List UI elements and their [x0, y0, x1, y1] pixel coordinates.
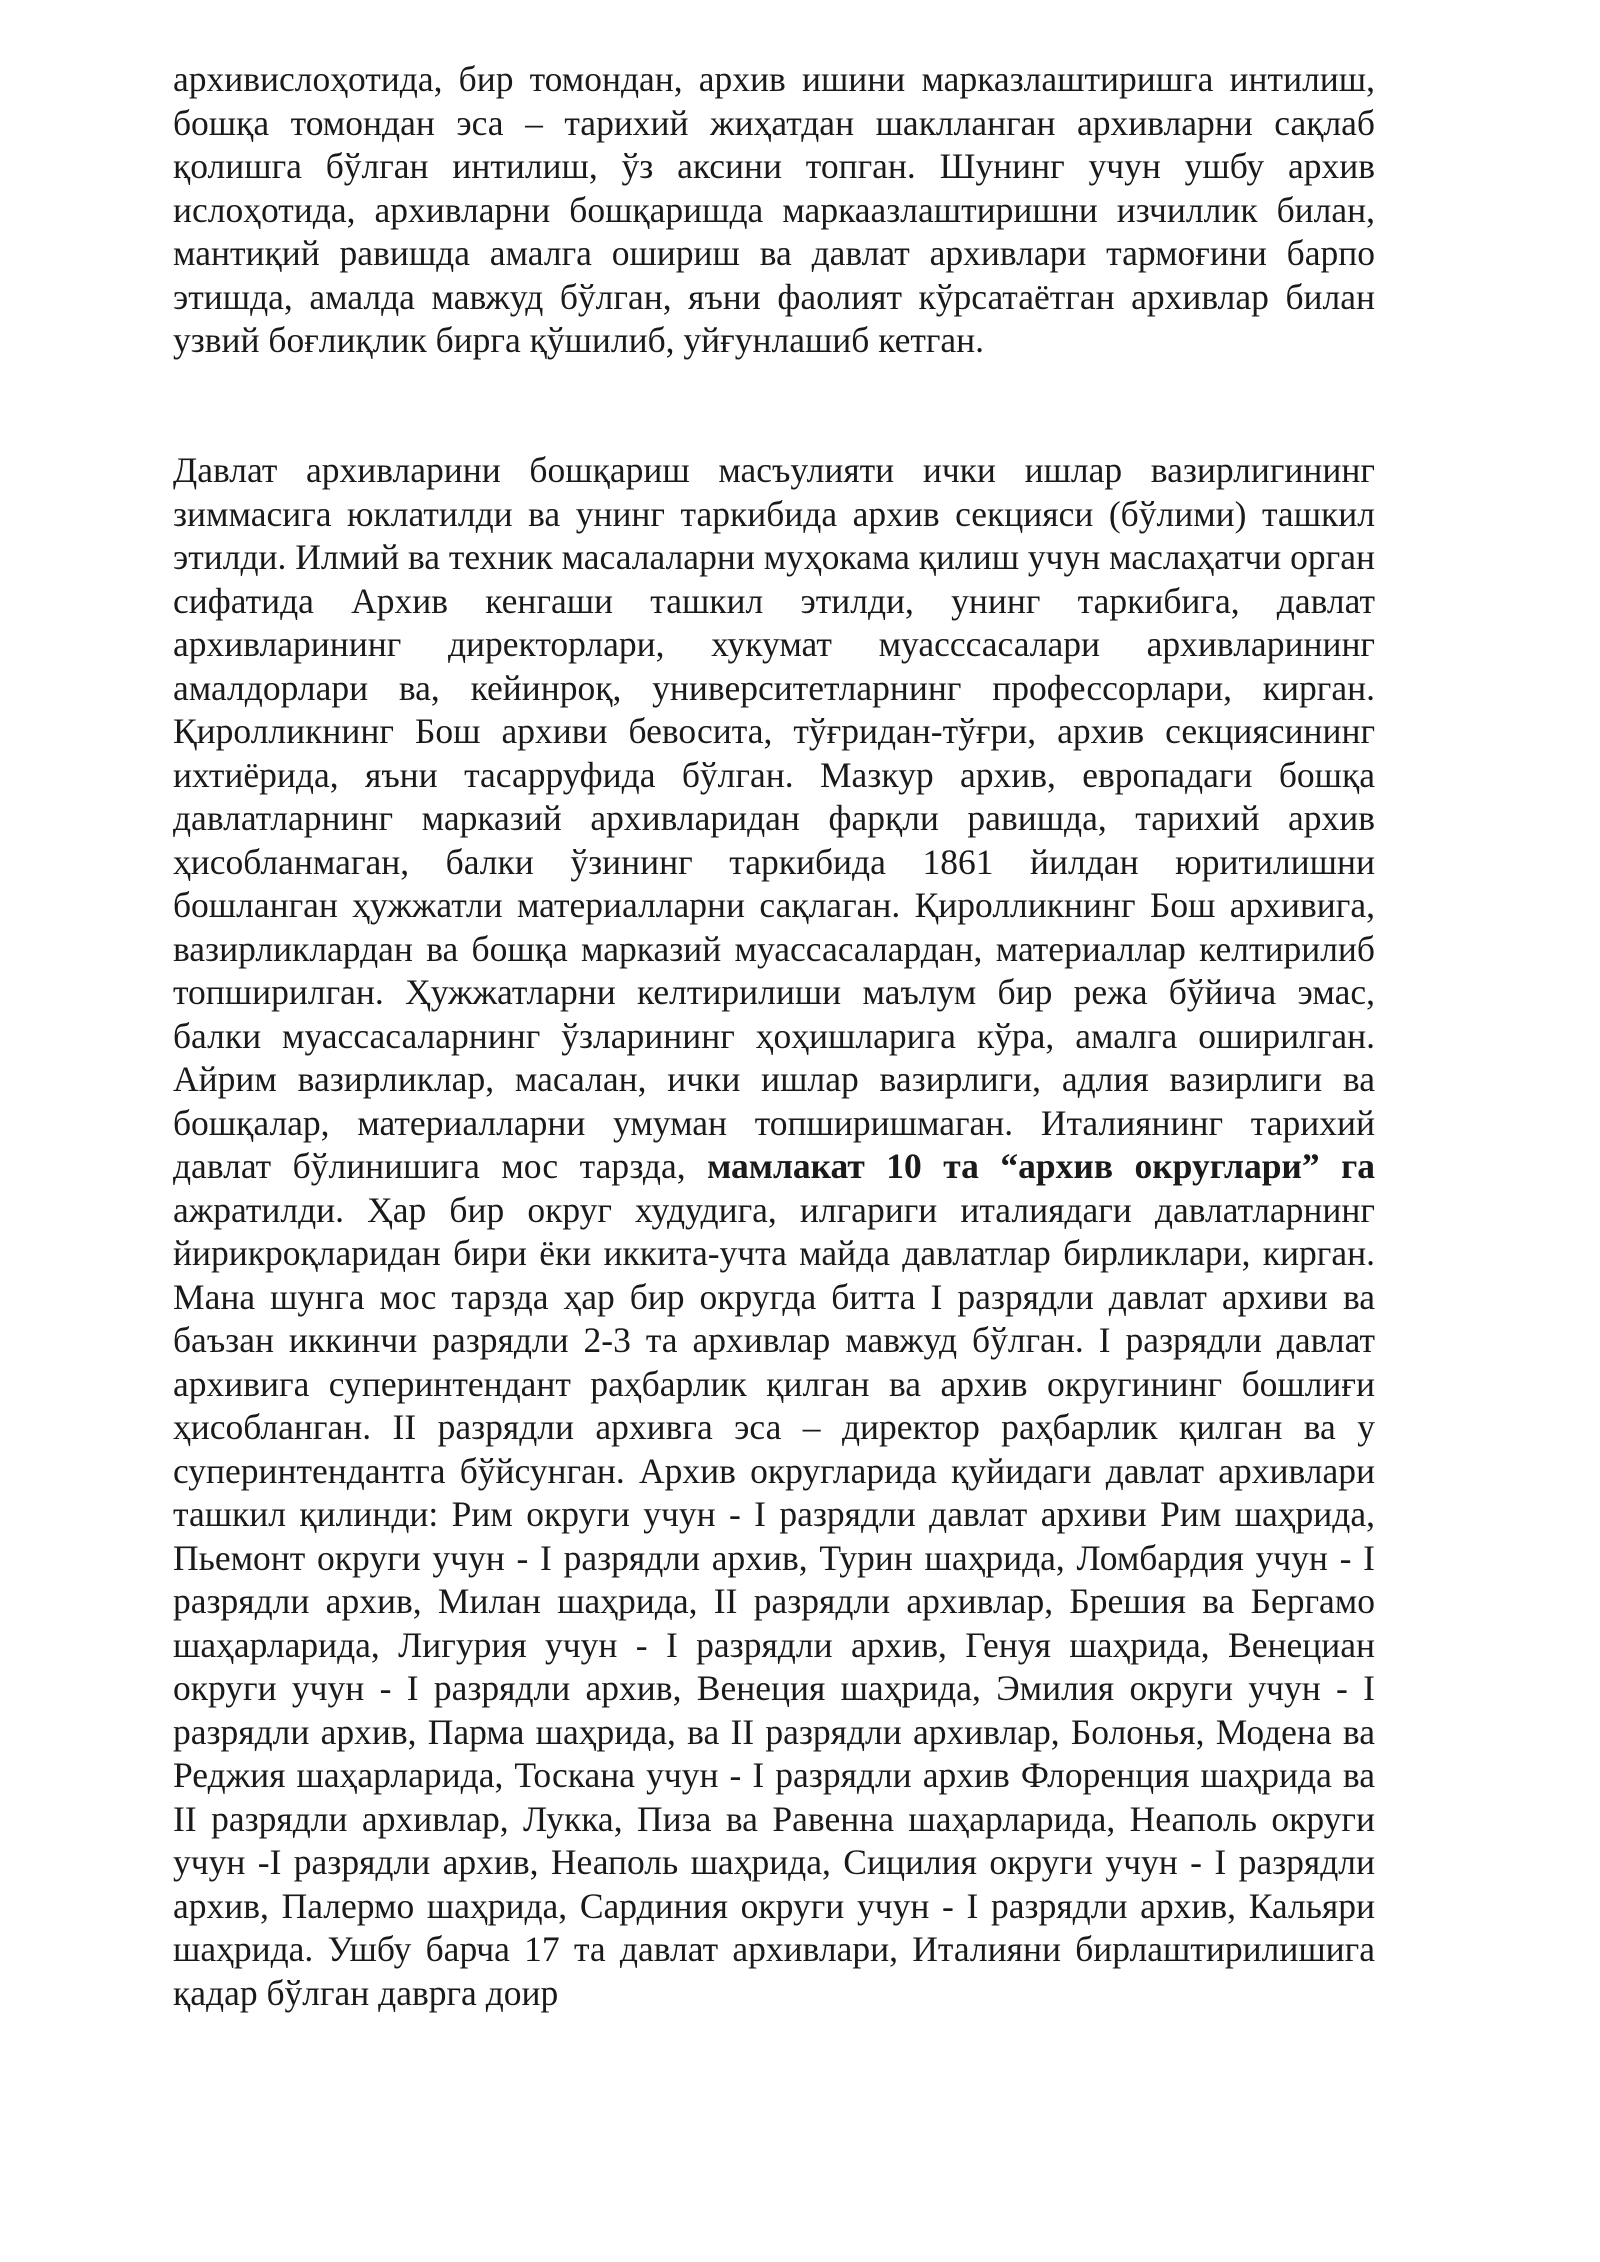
paragraph-2-text — [173, 449, 1375, 2015]
paragraph-2-text-start: Давлат архивларини бошқариш масъулияти ички ишлар вазирлигининг зиммасига юклатилди ва унинг таркибида архив секцияси (бўлими) ташкил этилди. Илмий ва техник масалаларни муҳокама қилиш учун маслаҳатчи орган сифатида Архив кенгаши ташкил этилди, унинг таркибига, давлат архивларининг директорлари, хукумат муасссасалари архивларининг амалдорлари ва, кейинроқ, университетларнинг профессорлари, кирган. Қиролликнинг Бош архиви бевосита, тўғридан-тўғри, архив секциясининг ихтиёрида, яъни тасарруфида бўлган. Мазкур архив, европадаги бошқа давлатларнинг марказий архивларидан фарқли равишда, тарихий архив ҳисобланмаган, балки ўзининг таркибида 1861 йилдан юритилишни бошланган ҳужжатли материалларни сақлаган. Қиролликнинг Бош архивига, вазирликлардан ва бошқа марказий муассасалардан, материаллар келтирилиб топширилган. Ҳужжатларни келтирилиши маълум бир режа бўйича эмас, балки муассасаларнинг ўзларининг ҳоҳишларига кўра, амалга оширилган. Айрим вазирликлар, масалан, ички ишлар вазирлиги, адлия вазирлиги ва бошқалар, материалларни умуман топширишмаган. Италиянинг тарихий давлат бўлинишига мос тарзда, — [173, 450, 1375, 1186]
paragraph-2-text-end: ажратилди. Ҳар бир округ худудига, илгариги италиядаги давлатларнинг йирикроқларидан бири ёки иккита-учта майда давлатлар бирликлари, кирган. Мана шунга мос тарзда ҳар бир округда битта I разрядли давлат архиви ва баъзан иккинчи разрядли 2-3 та архивлар мавжуд бўлган. I разрядли давлат архивига суперинтендант раҳбарлик қилган ва архив округининг бошлиғи ҳисобланган. II разрядли архивга эса – директор раҳбарлик қилган ва у суперинтендантга бўйсунган. Архив округларида қуйидаги давлат архивлари ташкил қилинди: Рим округи учун - I разрядли давлат архиви Рим шаҳрида, Пьемонт округи учун - I разрядли архив, Турин шаҳрида, Ломбардия учун - I разрядли архив, Милан шаҳрида, II разрядли архивлар, Брешия ва Бергамо шаҳарларида, Лигурия учун - I разрядли архив, Генуя шаҳрида, Венециан округи учун - I разрядли архив, Венеция шаҳрида, Эмилия округи учун - I разрядли архив, Парма шаҳрида, ва II разрядли архивлар, Болонья, Модена ва Реджия шаҳарларида, Тоскана учун - I разрядли архив Флоренция шаҳрида ва II разрядли архивлар, Лукка, Пиза ва Равенна шаҳарларида, Неаполь округи учун -I разрядли архив, Неаполь шаҳрида, Сицилия округи учун - I разрядли архив, Палермо шаҳрида, Сардиния округи учун - I разрядли архив, Кальяри шаҳрида. Ушбу барча 17 та давлат архивлари, Италияни бирлаштирилишига қадар бўлган даврга доир — [173, 1189, 1375, 2013]
paragraph-1 — [173, 58, 1375, 363]
paragraph-1-text: архивислоҳотида, бир томондан, архив ишини марказлаштиришга интилиш, бошқа томондан эса – тарихий жиҳатдан шаклланган архивларни сақлаб қолишга бўлган интилиш, ўз аксини топган. Шунинг учун ушбу архив ислоҳотида, архивларни бошқаришда маркаазлаштиришни изчиллик билан, мантиқий равишда амалга ошириш ва давлат архивлари тармоғини барпо этишда, амалда мавжуд бўлган, яъни фаолият кўрсатаётган архивлар билан узвий боғлиқлик бирга қўшилиб, уйғунлашиб кетган. — [173, 59, 1375, 360]
paragraph-2 — [173, 449, 1375, 2015]
paragraph-2-bold-phrase: мамлакат 10 та “архив округлари” га — [707, 1146, 1375, 1186]
